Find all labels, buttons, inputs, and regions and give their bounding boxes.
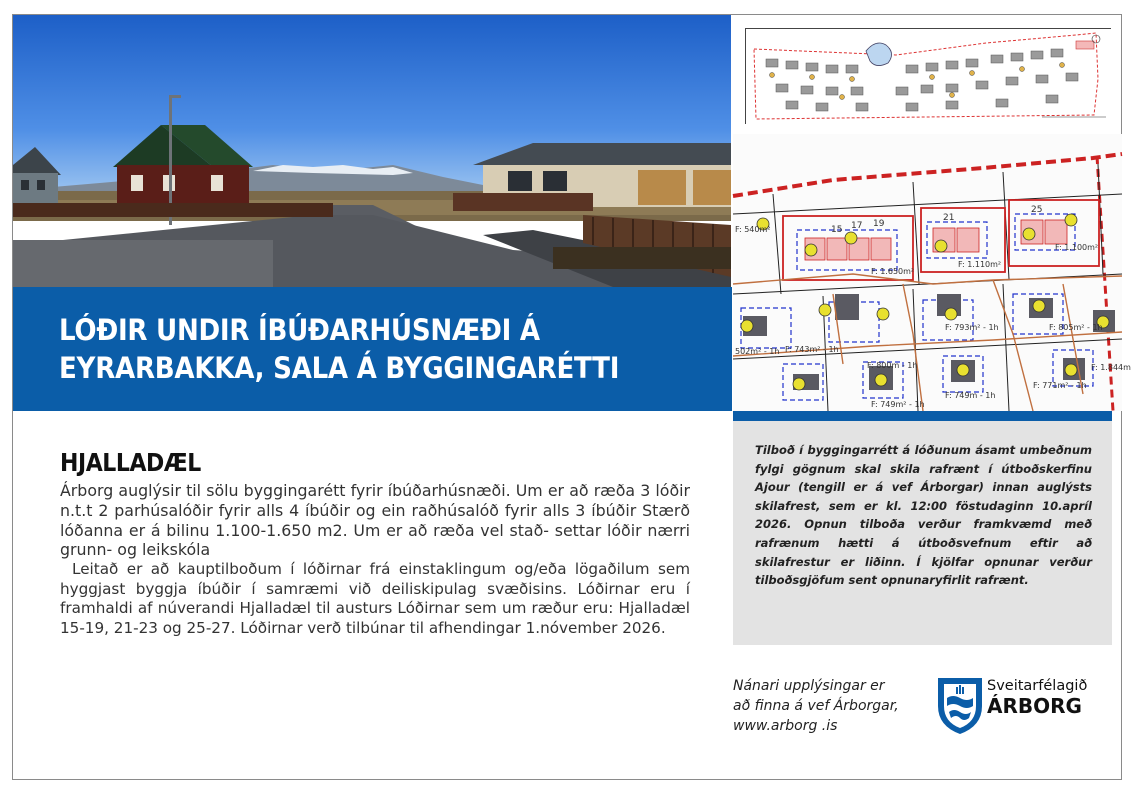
section-subtitle: HJALLADÆL <box>60 448 201 477</box>
map-label-lot-3: F: 805m² - 1h <box>1049 323 1103 332</box>
map-number-19: 19 <box>873 219 885 229</box>
map-label-lot-10: 502m² - 1h <box>735 347 780 356</box>
contact-info <box>733 676 933 736</box>
shield-icon <box>936 676 984 736</box>
logo-main-text: ÁRBORG <box>987 694 1082 718</box>
map-label-plot-b: F: 1.110m² <box>958 260 1002 269</box>
map-label-lot-7: F: 749m - 1h <box>945 391 996 400</box>
map-label-plot-c: F: 1.100m² <box>1055 243 1099 252</box>
info-box-top-bar <box>733 411 1112 421</box>
site-plan-map <box>733 134 1131 411</box>
banner-title-line1: LÓÐIR UNDIR ÍBÚÐARHÚSNÆÐI Á <box>59 313 540 347</box>
map-label-lot-2: F: 793m² - 1h <box>945 323 999 332</box>
hero-photo <box>13 15 731 287</box>
map-label-lot-4: F: 800m - 1h <box>867 361 918 370</box>
main-body-text <box>60 481 690 638</box>
body-paragraph-2: Leitað er að kauptilboðum í lóðirnar frá einstaklingum og/eða lögaðilum sem hyggjast byggja íbúðir í samræmi við deiliskipulag svæðisins. Lóðirnar eru í framhaldi af núverandi Hjalladæl til austurs Lóðirnar sem um ræður eru: Hjalladæl 15-19, 21-23 og 25-27. Lóðirnar verð tilbúnar til afhendingar 1.nóvember 2026. <box>60 560 690 637</box>
contact-line-2: að finna á vef Árborgar, <box>733 698 899 714</box>
map-number-15: 15 <box>831 225 843 235</box>
logo-top-text: Sveitarfélagið <box>987 678 1088 694</box>
map-number-25: 25 <box>1031 205 1043 215</box>
map-number-17: 17 <box>851 221 863 231</box>
map-label-lot-1: F: 743m² - 1h <box>785 345 839 354</box>
map-label-lot-8: F: 1.844m <box>1091 363 1131 372</box>
body-paragraph-1: Árborg auglýsir til sölu byggingarétt fyrir íbúðarhúsnæði. Um er að ræða 3 lóðir n.t.t 2 parhúsalóðir fyrir alls 4 íbúðir og ein raðhúsalóð fyrir alls 3 íbúðir Stærð lóðanna er á bilinu 1.100-1.650 m2. Um er að ræða vel stað- settar lóðir nærri grunn- og leikskóla <box>60 481 690 560</box>
overview-map <box>745 28 1111 124</box>
title-banner <box>13 287 732 411</box>
map-label-lot-5: F: 771m² - 1h <box>1033 381 1087 390</box>
tender-info-text: Tilboð í byggingarrétt á lóðunum ásamt umbeðnum fylgi gögnum skal skila rafrænt í útboðskerfinu Ajour (tengill er á vef Árborgar) innan auglýsts skilafrest, sem er kl. 12:00 föstudaginn 10.apríl 2026. Opnun tilboða verður framkvæmd með rafrænum hætti á útboðsvefnum eftir að skilafrestur er liðinn. Í kjölfar opnunar verður tilboðsgjöfum sent opnunaryfirlit rafrænt. <box>755 443 1092 588</box>
contact-website: www.arborg .is <box>733 718 838 734</box>
contact-line-1: Nánari upplýsingar er <box>733 678 885 694</box>
tender-info-box <box>733 421 1112 645</box>
map-label-lot-9: F: 540m² <box>735 225 771 234</box>
map-label-lot-6: F: 749m² - 1h <box>871 400 925 409</box>
arborg-logo <box>936 676 1086 736</box>
banner-title <box>59 311 707 387</box>
map-label-plot-a: F: 1.650m² <box>871 267 915 276</box>
banner-title-line2: EYRARBAKKA, SALA Á BYGGINGARÉTTI <box>59 351 620 385</box>
map-number-21: 21 <box>943 213 955 223</box>
